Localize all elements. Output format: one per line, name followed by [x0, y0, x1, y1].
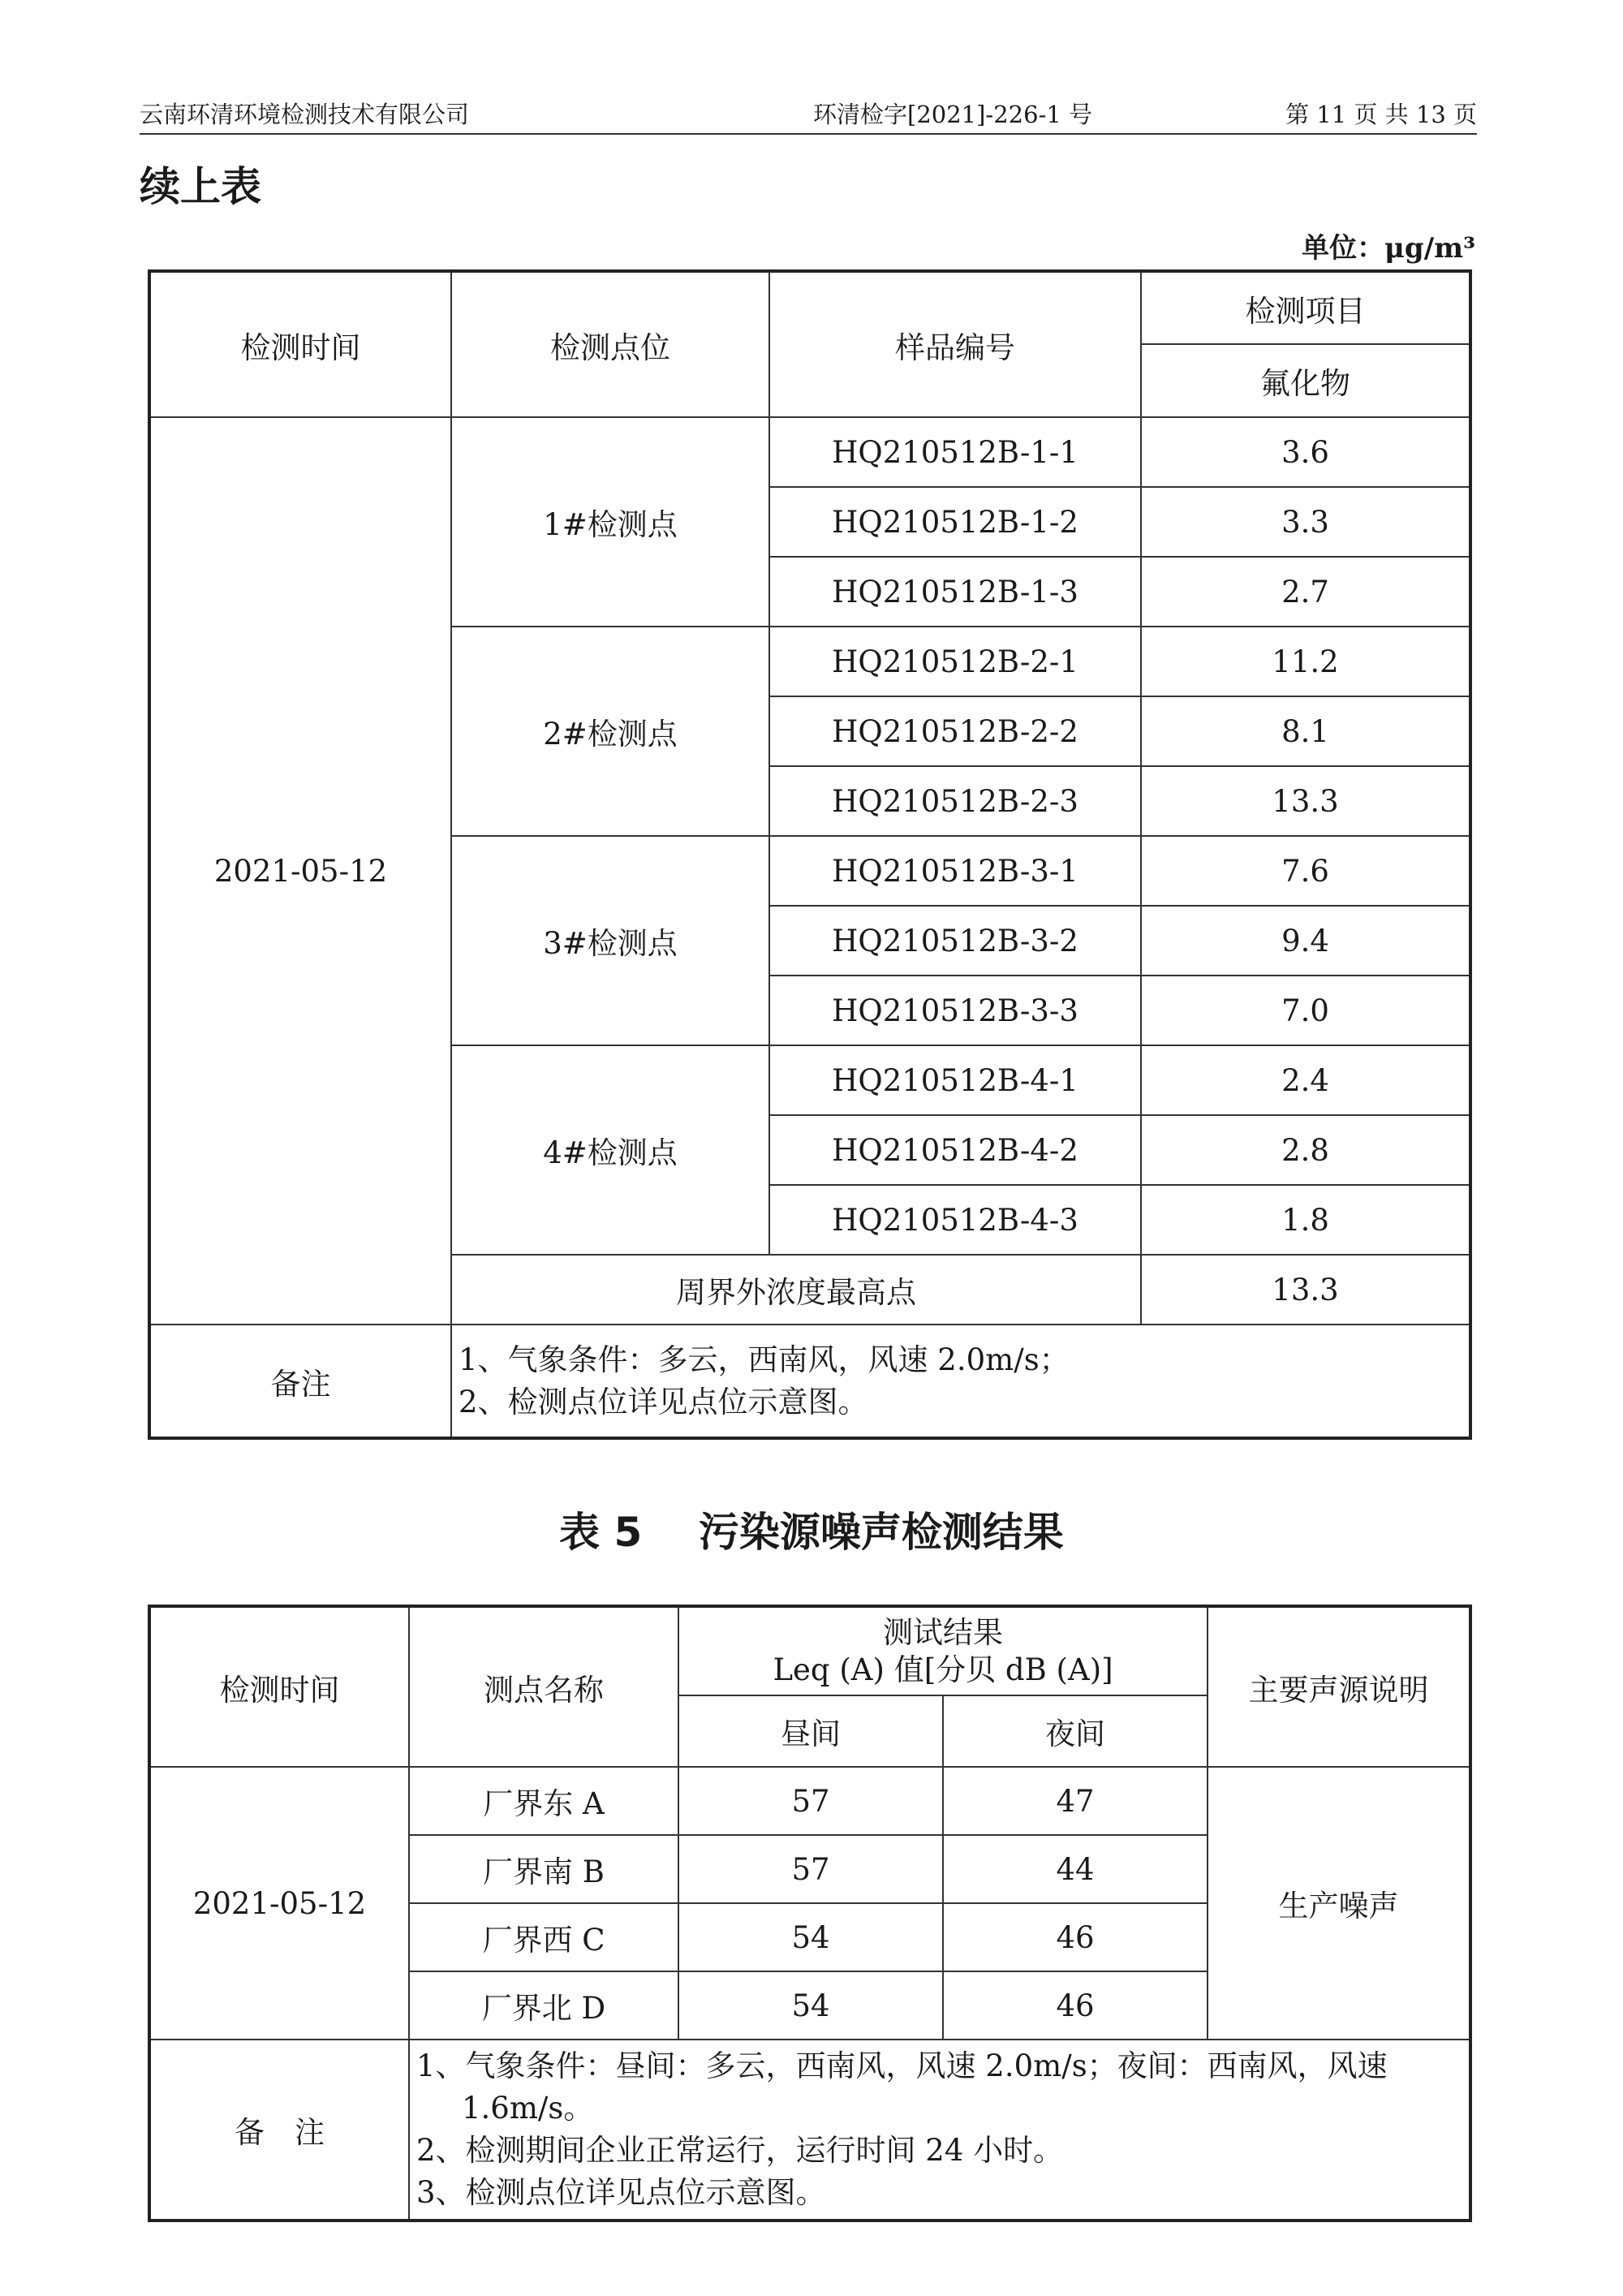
- night-value: 44: [943, 1835, 1208, 1903]
- th-time: 检测时间: [149, 271, 451, 417]
- sample-cell: HQ210512B-2-1: [769, 627, 1141, 696]
- remark-line: 1、气象条件：昼间：多云，西南风，风速 2.0m/s；夜间：西南风，风速: [416, 2048, 1388, 2083]
- report-number: 环清检字[2021]-226-1 号: [813, 101, 1093, 128]
- value-cell: 3.3: [1141, 487, 1470, 557]
- remark-line: 1.6m/s。: [462, 2091, 594, 2126]
- value-cell: 13.3: [1141, 766, 1470, 836]
- max-point-value: 13.3: [1141, 1255, 1470, 1325]
- day-value: 57: [678, 1767, 943, 1835]
- point-cell: 1#检测点: [451, 417, 769, 627]
- point-cell: 4#检测点: [451, 1045, 769, 1255]
- remark-label: 备注: [149, 1325, 451, 1438]
- date-cell: 2021-05-12: [149, 417, 451, 1325]
- sample-cell: HQ210512B-2-2: [769, 696, 1141, 766]
- value-cell: 7.6: [1141, 836, 1470, 906]
- sample-cell: HQ210512B-2-3: [769, 766, 1141, 836]
- value-cell: 2.4: [1141, 1045, 1470, 1115]
- unit-label: 单位：μg/m³: [1302, 232, 1475, 265]
- night-value: 47: [943, 1767, 1208, 1835]
- sample-cell: HQ210512B-3-3: [769, 976, 1141, 1045]
- remark-line: 3、检测点位详见点位示意图。: [416, 2175, 826, 2210]
- noise-table: [148, 1605, 1472, 2222]
- th-fluoride: 氟化物: [1141, 344, 1470, 417]
- sample-cell: HQ210512B-1-2: [769, 487, 1141, 557]
- company-name: 云南环清环境检测技术有限公司: [140, 101, 470, 128]
- th-day: 昼间: [678, 1695, 943, 1767]
- value-cell: 7.0: [1141, 976, 1470, 1045]
- th-result-line1: 测试结果: [883, 1614, 1003, 1650]
- th-sample: 样品编号: [769, 271, 1141, 417]
- th-night: 夜间: [943, 1695, 1208, 1767]
- remark-content: [409, 2040, 1470, 2221]
- th-result: [678, 1606, 1208, 1695]
- point-cell: 厂界南 B: [409, 1835, 678, 1903]
- sample-cell: HQ210512B-3-2: [769, 906, 1141, 976]
- value-cell: 11.2: [1141, 627, 1470, 696]
- sample-cell: HQ210512B-1-3: [769, 557, 1141, 627]
- value-cell: 2.7: [1141, 557, 1470, 627]
- remark-line: 1、气象条件：多云，西南风，风速 2.0m/s；: [458, 1342, 1070, 1377]
- date-cell: 2021-05-12: [149, 1767, 409, 2040]
- value-cell: 3.6: [1141, 417, 1470, 487]
- sample-cell: HQ210512B-4-1: [769, 1045, 1141, 1115]
- th-result-line2: Leq (A) 值[分贝 dB (A)]: [773, 1652, 1113, 1687]
- value-cell: 8.1: [1141, 696, 1470, 766]
- fluoride-table: [148, 269, 1472, 1440]
- value-cell: 2.8: [1141, 1115, 1470, 1185]
- table5-caption: 表 5 污染源噪声检测结果: [559, 1509, 1064, 1556]
- night-value: 46: [943, 1903, 1208, 1971]
- page-header: [140, 96, 1477, 135]
- day-value: 54: [678, 1903, 943, 1971]
- day-value: 54: [678, 1971, 943, 2040]
- point-cell: 厂界北 D: [409, 1971, 678, 2040]
- point-cell: 厂界东 A: [409, 1767, 678, 1835]
- page-number: 第 11 页 共 13 页: [1285, 101, 1477, 128]
- sample-cell: HQ210512B-1-1: [769, 417, 1141, 487]
- remark-line: 2、检测期间企业正常运行，运行时间 24 小时。: [416, 2133, 1064, 2168]
- th-time: 检测时间: [149, 1606, 409, 1767]
- remark-label: 备 注: [149, 2040, 409, 2221]
- remark-line: 2、检测点位详见点位示意图。: [458, 1384, 868, 1419]
- th-source: 主要声源说明: [1208, 1606, 1470, 1767]
- sample-cell: HQ210512B-3-1: [769, 836, 1141, 906]
- th-item: 检测项目: [1141, 271, 1470, 344]
- max-point-label: 周界外浓度最高点: [451, 1255, 1141, 1325]
- night-value: 46: [943, 1971, 1208, 2040]
- source-cell: 生产噪声: [1208, 1767, 1470, 2040]
- th-point: 检测点位: [451, 271, 769, 417]
- point-cell: 厂界西 C: [409, 1903, 678, 1971]
- remark-content: [451, 1325, 1470, 1438]
- continued-title: 续上表: [140, 163, 261, 210]
- value-cell: 9.4: [1141, 906, 1470, 976]
- point-cell: 2#检测点: [451, 627, 769, 836]
- sample-cell: HQ210512B-4-3: [769, 1185, 1141, 1255]
- th-point-name: 测点名称: [409, 1606, 678, 1767]
- sample-cell: HQ210512B-4-2: [769, 1115, 1141, 1185]
- point-cell: 3#检测点: [451, 836, 769, 1045]
- day-value: 57: [678, 1835, 943, 1903]
- value-cell: 1.8: [1141, 1185, 1470, 1255]
